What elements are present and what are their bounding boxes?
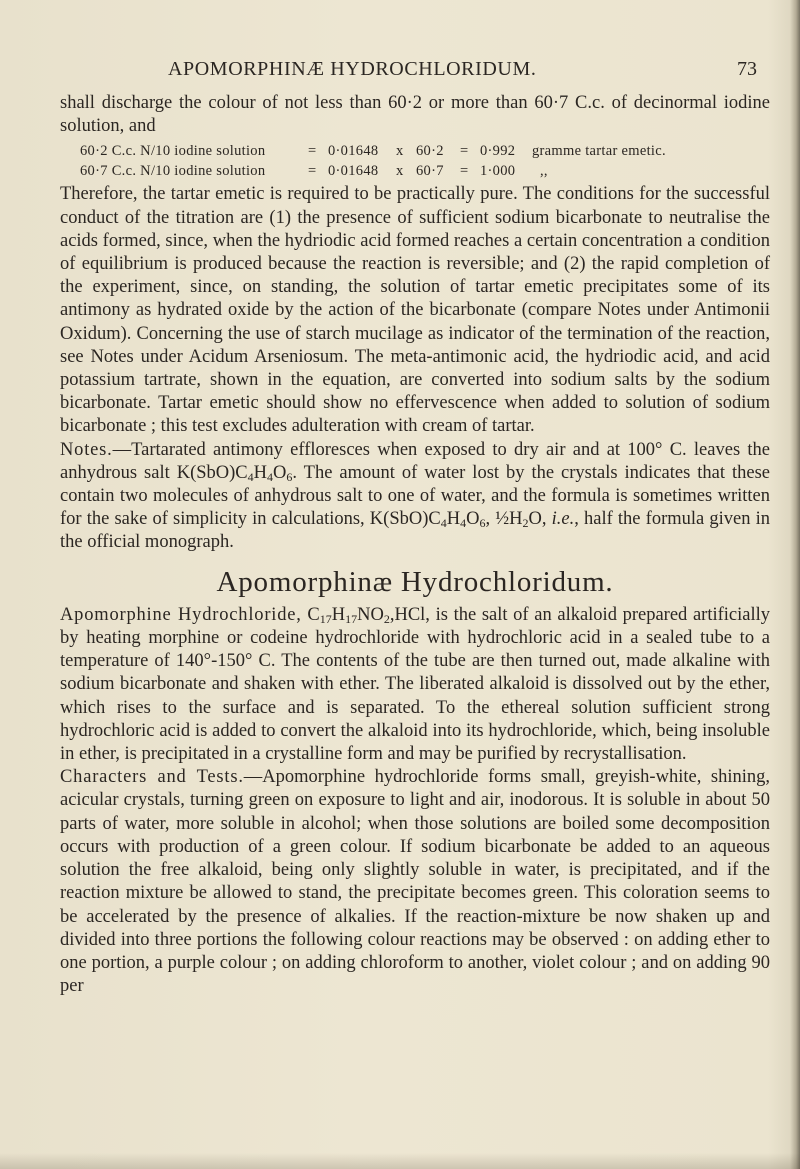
characters-heading: Characters and Tests. (60, 767, 244, 788)
calc-equals: = (460, 143, 469, 160)
subscript: 4 (247, 469, 254, 484)
characters-text: —Apomorphine hydrochloride forms small, greyish-white, shining, acicular crystals, turning green on exposure to light and air, inodorous. It is soluble in about 50 parts of water, more soluble in alcohol; when those solutions are boiled some decomposition occurs with production of a green colour. If sodium bicarbonate be added to an aqueous solution the free alkaloid, being only slightly soluble in water, is precipitated, and if the reaction mixture be allowed to stand, the precipitate becomes green. This coloration seems to be accelerated by the presence of alkalies. If the reaction-mixture be now shaken up and divided into three portions the following colour reactions may be observed : on adding ether to one portion, a purple colour ; on adding chloroform to another, violet colour ; and on adding 90 per (60, 767, 770, 997)
formula-text: NO (357, 604, 384, 625)
calculation-row (80, 161, 770, 181)
calc-result: 1·000 (480, 163, 516, 180)
subscript: 2 (383, 611, 390, 626)
notes-text: O (273, 462, 287, 483)
subscript: 4 (440, 516, 447, 531)
subscript: 17 (319, 611, 332, 626)
calculation-row (80, 141, 770, 161)
running-title: APOMORPHINÆ HYDROCHLORIDUM. (168, 58, 537, 80)
calc-unit: ,, (540, 163, 548, 180)
apomorphine-paragraph (60, 604, 770, 766)
notes-text: , ½H (485, 509, 523, 530)
calc-equals: = (308, 163, 317, 180)
calc-factor: 0·01648 (328, 163, 379, 180)
notes-text: H (446, 509, 461, 530)
subscript: 4 (267, 469, 274, 484)
notes-paragraph (60, 439, 770, 555)
apomorphine-heading: Apomorphine Hydrochloride, (60, 604, 302, 625)
calc-count: 60·7 (416, 163, 444, 180)
notes-text: , half the formula given in the official monograph. (60, 509, 770, 553)
subscript: 4 (460, 516, 467, 531)
notes-text: O, (528, 509, 552, 530)
apomorphine-text: ,HCl, is the salt of an alkaloid prepared artificially by heating morphine or codeine hydrochloride with hydrochloric acid in a sealed tube to a temperature of 140°-150° C. The contents of the tube are then turned out, made alkaline with sodium bicarbonate and shaken with ether. The liberated alkaloid is dissolved out by the ether, which rises to the surface and is separated. To the ethereal solution sufficient strong hydrochloric acid is added to convert the alkaloid into its hydrochloride, which, being insoluble in ether, is precipitated in a crystalline form and may be purified by recrystallisation. (60, 604, 771, 765)
subscript: 6 (286, 469, 293, 484)
calc-count: 60·2 (416, 143, 444, 160)
subscript: 6 (479, 516, 486, 531)
opening-paragraph: shall discharge the colour of not less than 60·2 or more than 60·7 C.c. of decinormal iodine solution, and (60, 93, 770, 137)
page-bottom-shadow (0, 1153, 800, 1169)
calculation-block (80, 141, 770, 181)
therefore-paragraph: Therefore, the tartar emetic is required to be practically pure. The conditions for the successful conduct of the titration are (1) the presence of sufficient sodium bicarbonate to neutralise the acids formed, since, when the hydriodic acid formed reaches a certain concentration a condition of equilibrium is produced because the reaction is reversible; and (2) the rapid completion of the experiment, since, on standing, the solution of tartar emetic precipitates some of its antimony as hydrated oxide by the action of the bicarbonate (compare Notes under Antimonii Oxidum). Concerning the use of starch mucilage as indicator of the termination of the reaction, see Notes under Acidum Arseniosum. The meta-antimonic acid, the hydriodic acid, and acid potassium tartrate, shown in the equation, are converted into sodium salts by the sodium bicarbonate. Tartar emetic should show no effervescence when added to solution of sodium bicarbonate ; this test excludes adulteration with cream of tartar. (60, 184, 770, 437)
page-number: 73 (737, 58, 757, 80)
calc-times: x (396, 163, 404, 180)
subscript: 2 (522, 516, 529, 531)
calc-times: x (396, 143, 404, 160)
notes-heading: Notes. (60, 439, 113, 460)
formula-text: C (301, 604, 320, 625)
characters-paragraph (60, 766, 770, 998)
notes-text: O (466, 509, 480, 530)
notes-text: . The amount of water lost by the crystals indicates that these contain two molecules of anhydrous salt to one of water, and the formula is sometimes written for the sake of simplicity in calculations, K(SbO)C (60, 462, 770, 530)
page-edge-shadow (790, 0, 800, 1169)
calc-unit: gramme tartar emetic. (532, 143, 666, 160)
calc-equals: = (460, 163, 469, 180)
calc-volume: 60·7 C.c. N/10 iodine solution (80, 163, 266, 180)
calc-result: 0·992 (480, 143, 516, 160)
subscript: 17 (345, 611, 358, 626)
formula-text: H (331, 604, 346, 625)
calc-factor: 0·01648 (328, 143, 379, 160)
calc-volume: 60·2 C.c. N/10 iodine solution (80, 143, 266, 160)
calc-equals: = (308, 143, 317, 160)
notes-text: H (253, 462, 268, 483)
section-title: Apomorphinæ Hydrochloridum. (216, 565, 614, 598)
page-content (60, 92, 770, 998)
notes-italic: i.e. (551, 509, 575, 530)
notes-text: —Tartarated antimony effloresces when exposed to dry air and at 100° C. leaves the anhydrous salt K(SbO)C (60, 439, 770, 483)
